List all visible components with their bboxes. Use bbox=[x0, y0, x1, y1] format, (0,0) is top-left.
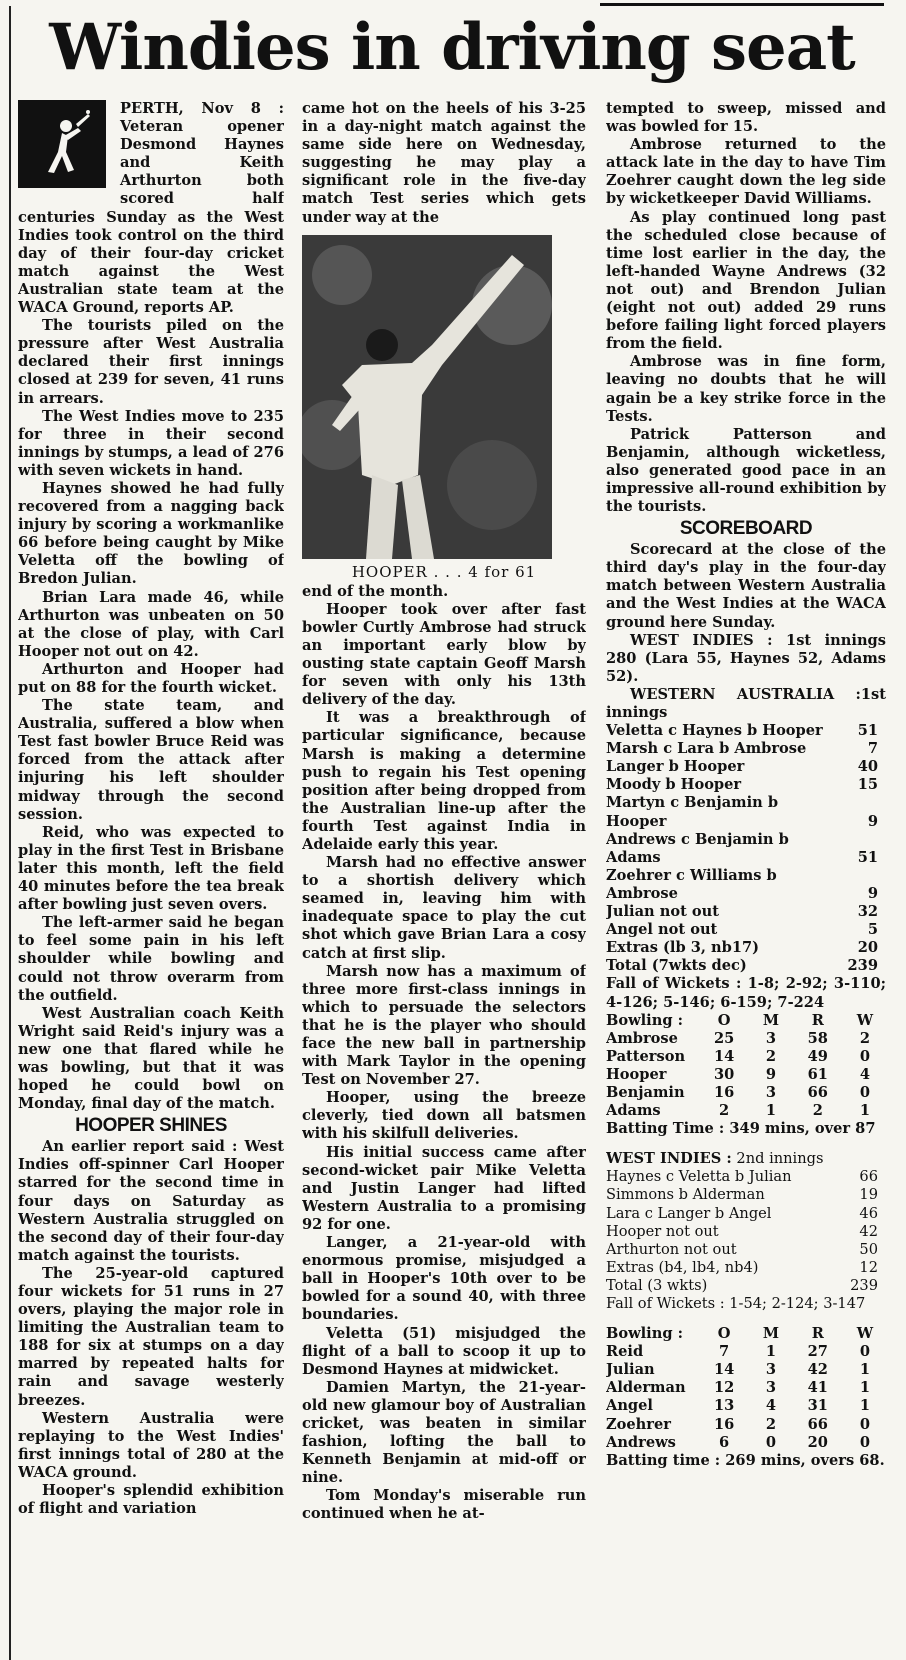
paragraph: Marsh had no effective answer to a shortish delivery which seamed in, leaving him with inadequate space to play the cut shot which gave Brian Lara a cosy catch at first slip. bbox=[302, 854, 586, 962]
batsman: Marsh c Lara b Ambrose bbox=[606, 740, 807, 758]
runs: 32 bbox=[857, 903, 878, 921]
paragraph: West Australian coach Keith Wright said Reid's injury was a new one that flared while he was bowling, but that it was hoped he could bowl on Monday, final day of the match. bbox=[18, 1004, 284, 1113]
wickets: 0 bbox=[859, 1047, 871, 1065]
bowler: Alderman bbox=[606, 1379, 686, 1397]
western-australia-first-innings bbox=[606, 686, 886, 722]
paragraph: Hooper, using the breeze cleverly, tied down all batsmen with his skilfull deliveries. bbox=[302, 1089, 586, 1143]
west-indies-first-innings bbox=[606, 632, 886, 686]
innings-summary: : 1st innings 280 (Lara 55, Haynes 52, Adams 52). bbox=[606, 631, 886, 685]
paragraph: The 25-year-old captured four wickets for 51 runs in 27 overs, playing the major role in limiting the Australian team to 188 for six at stumps on a day marred by repeated halts for rain and savage westerly breezes. bbox=[18, 1264, 284, 1409]
col-wickets: W bbox=[856, 1325, 874, 1343]
paragraph: The West Indies move to 235 for three in their second innings by stumps, a lead of 276 with seven wickets in hand. bbox=[18, 407, 284, 479]
bowling-row bbox=[606, 1434, 886, 1452]
bowling-label: Bowling : bbox=[606, 1325, 684, 1343]
total: Total (7wkts dec) bbox=[606, 957, 747, 975]
maidens: 1 bbox=[765, 1102, 777, 1120]
col-overs: O bbox=[717, 1325, 731, 1343]
overs: 2 bbox=[719, 1102, 730, 1120]
runs: 15 bbox=[857, 776, 878, 794]
paragraph: Brian Lara made 46, while Arthurton was unbeaten on 50 at the close of play, with Carl Hooper not out on 42. bbox=[18, 588, 284, 660]
bowling-table bbox=[606, 1325, 886, 1452]
bowler: Zoehrer bbox=[606, 1415, 671, 1433]
batting-row bbox=[606, 1241, 886, 1259]
batsman: Julian not out bbox=[606, 903, 720, 921]
overs: 12 bbox=[713, 1379, 735, 1397]
batting-row bbox=[606, 1223, 886, 1241]
photo-caption: HOOPER . . . 4 for 61 bbox=[351, 562, 537, 581]
runs: 58 bbox=[807, 1029, 828, 1047]
runs: 66 bbox=[807, 1083, 828, 1101]
runs: 12 bbox=[859, 1258, 878, 1276]
paragraph: Marsh now has a maximum of three more first-class innings in which to persuade the selectors that he is the player who should face the new ball in partnership with Mark Taylor in the opening Test on November 27. bbox=[302, 962, 586, 1089]
maidens: 3 bbox=[765, 1083, 777, 1101]
subheading: HOOPER SHINES bbox=[75, 1115, 227, 1137]
batsman: Haynes c Veletta b Julian bbox=[606, 1168, 792, 1186]
bowling-row bbox=[606, 1084, 886, 1102]
maidens: 3 bbox=[765, 1361, 777, 1379]
fall-of-wickets: Fall of Wickets : 1-54; 2-124; 3-147 bbox=[606, 1295, 866, 1312]
bowler: Angel bbox=[606, 1397, 653, 1415]
overs: 25 bbox=[713, 1029, 735, 1047]
bowling-label: Bowling : bbox=[606, 1011, 684, 1029]
article-column-1 bbox=[18, 100, 284, 1660]
total: Total (3 wkts) bbox=[606, 1276, 708, 1294]
batsman: Arthurton not out bbox=[606, 1240, 737, 1258]
bowler: Andrews bbox=[606, 1433, 676, 1451]
runs: 42 bbox=[807, 1361, 828, 1379]
batting-row bbox=[606, 885, 886, 903]
maidens: 1 bbox=[765, 1343, 777, 1361]
scoreboard-heading: SCOREBOARD bbox=[679, 518, 813, 540]
team-label: WEST INDIES bbox=[630, 631, 754, 649]
bowler: Patterson bbox=[606, 1047, 686, 1065]
overs: 14 bbox=[713, 1361, 735, 1379]
paragraph: PERTH, Nov 8 : Veteran opener Desmond Haynes and Keith Arthurton both scored half centuries Sunday as the West Indies took control on the third day of their four-day cricket match against the West Australian state team at the WACA Ground, reports AP. bbox=[18, 100, 284, 317]
paragraph: Damien Martyn, the 21-year-old new glamour boy of Australian cricket, was beaten in similar fashion, lofting the ball to Kenneth Benjamin at mid-off or nine. bbox=[302, 1378, 586, 1487]
batsman: Simmons b Alderman bbox=[606, 1186, 765, 1204]
paragraph: Haynes showed he had fully recovered from a nagging back injury by scoring a workmanlike 66 before being caught by Mike Veletta off the bowling of Bredon Julian. bbox=[18, 479, 284, 588]
col-maidens: M bbox=[762, 1325, 780, 1343]
bowling-row bbox=[606, 1343, 886, 1361]
batsman: Ambrose bbox=[606, 884, 678, 902]
batting-row: Zoehrer c Williams b bbox=[606, 866, 777, 884]
bowler: Ambrose bbox=[606, 1029, 678, 1047]
spacer bbox=[606, 1313, 886, 1325]
left-rule bbox=[9, 6, 11, 1660]
overs: 7 bbox=[719, 1343, 730, 1361]
paragraph: Hooper's splendid exhibition of flight and variation bbox=[18, 1482, 284, 1518]
wickets: 2 bbox=[859, 1029, 871, 1047]
paragraph: Hooper took over after fast bowler Curtly Ambrose had struck an important early blow by ousting state captain Geoff Marsh for seven with only his 13th delivery of the day. bbox=[302, 600, 586, 709]
batting-row bbox=[606, 849, 886, 867]
innings-label: 1st innings bbox=[606, 685, 886, 721]
runs: 20 bbox=[857, 939, 878, 957]
batting-row bbox=[606, 813, 886, 831]
extras: Extras (lb 3, nb17) bbox=[606, 939, 760, 957]
bowler: Benjamin bbox=[606, 1083, 685, 1101]
batting-row bbox=[606, 1186, 886, 1204]
batsman: Hooper bbox=[606, 812, 667, 830]
overs: 16 bbox=[713, 1083, 735, 1101]
paragraph: As play continued long past the scheduled close because of time lost earlier in the day, the left-handed Wayne Andrews (32 not out) and Brendon Julian (eight not out) added 29 runs before failing light forced players from the field. bbox=[606, 208, 886, 353]
wickets: 0 bbox=[859, 1083, 871, 1101]
total-row bbox=[606, 957, 886, 975]
runs: 51 bbox=[857, 848, 878, 866]
maidens: 2 bbox=[765, 1047, 777, 1065]
innings-label: 2nd innings bbox=[731, 1150, 824, 1168]
batting-row bbox=[606, 903, 886, 921]
maidens: 0 bbox=[765, 1433, 777, 1451]
overs: 14 bbox=[713, 1047, 735, 1065]
player-photo bbox=[302, 235, 552, 559]
batsman: Veletta c Haynes b Hooper bbox=[606, 722, 823, 740]
bowling-table bbox=[606, 1012, 886, 1121]
west-indies-second-innings bbox=[606, 1150, 886, 1168]
paragraph: Langer, a 21-year-old with enormous promise, misjudged a ball in Hooper's 10th over to be bowled for a sound 40, with three boundaries. bbox=[302, 1234, 586, 1324]
team-label: WESTERN AUSTRALIA : bbox=[630, 685, 861, 703]
runs: 31 bbox=[807, 1397, 828, 1415]
bowling-row bbox=[606, 1102, 886, 1120]
maidens: 3 bbox=[765, 1379, 777, 1397]
batsman: Hooper not out bbox=[606, 1222, 719, 1240]
bowling-row bbox=[606, 1030, 886, 1048]
runs: 42 bbox=[859, 1222, 878, 1240]
paragraph: Tom Monday's miserable run continued when he at- bbox=[302, 1487, 586, 1523]
batting-row bbox=[606, 740, 886, 758]
batting-row bbox=[606, 921, 886, 939]
runs: 40 bbox=[857, 758, 878, 776]
overs: 16 bbox=[713, 1415, 735, 1433]
paragraph: The tourists piled on the pressure after West Australia declared their first innings closed at 239 for seven, 41 runs in arrears. bbox=[18, 317, 284, 407]
runs: 239 bbox=[847, 957, 878, 975]
runs: 9 bbox=[867, 812, 878, 830]
bowler: Hooper bbox=[606, 1065, 667, 1083]
wickets: 0 bbox=[859, 1415, 871, 1433]
bowler: Adams bbox=[606, 1102, 661, 1120]
col-overs: O bbox=[717, 1011, 731, 1029]
spacer bbox=[606, 1138, 886, 1150]
batting-time: Batting time : 269 mins, overs 68. bbox=[606, 1451, 885, 1469]
runs: 66 bbox=[859, 1168, 878, 1186]
extras-row bbox=[606, 939, 886, 957]
paragraph: Veletta (51) misjudged the flight of a ball to scoop it up to Desmond Haynes at midwicket. bbox=[302, 1324, 586, 1378]
wickets: 4 bbox=[859, 1065, 871, 1083]
runs: 7 bbox=[867, 740, 878, 758]
batsman: Angel not out bbox=[606, 921, 718, 939]
batting-row: Martyn c Benjamin b bbox=[606, 794, 779, 812]
maidens: 9 bbox=[765, 1065, 777, 1083]
paragraph: Patrick Patterson and Benjamin, although wicketless, also generated good pace in an impressive all-round exhibition by the tourists. bbox=[606, 425, 886, 516]
runs: 61 bbox=[807, 1065, 828, 1083]
runs: 41 bbox=[807, 1379, 828, 1397]
runs: 46 bbox=[859, 1204, 878, 1222]
paragraph: Ambrose returned to the attack late in the day to have Tim Zoehrer caught down the leg side by wicketkeeper David Williams. bbox=[606, 136, 886, 208]
paragraph: An earlier report said : West Indies off-spinner Carl Hooper starred for the second time in four days on Saturday as Western Australia struggled on the second day of their four-day match against the tourists. bbox=[18, 1138, 284, 1264]
overs: 30 bbox=[713, 1065, 735, 1083]
wickets: 1 bbox=[859, 1397, 871, 1415]
batsman: Moody b Hooper bbox=[606, 776, 742, 794]
col-runs: R bbox=[811, 1325, 824, 1343]
bowling-row bbox=[606, 1048, 886, 1066]
batting-row: Andrews c Benjamin b bbox=[606, 830, 789, 848]
wickets: 0 bbox=[859, 1433, 871, 1451]
paragraph: Western Australia were replaying to the West Indies' first innings total of 280 at the WACA ground. bbox=[18, 1409, 284, 1481]
batsman: Adams bbox=[606, 848, 661, 866]
bowling-row bbox=[606, 1416, 886, 1434]
wickets: 0 bbox=[859, 1343, 871, 1361]
paragraph: end of the month. bbox=[302, 582, 449, 600]
paragraph: Scorecard at the close of the third day's play in the four-day match between Western Australia and the West Indies at the WACA ground here Sunday. bbox=[606, 541, 886, 631]
wickets: 1 bbox=[859, 1361, 871, 1379]
bowler: Julian bbox=[606, 1361, 655, 1379]
paragraph: tempted to sweep, missed and was bowled for 15. bbox=[606, 100, 886, 136]
maidens: 4 bbox=[765, 1397, 777, 1415]
paragraph: It was a breakthrough of particular significance, because Marsh is making a determine push to regain his Test opening position after being dropped from the Australian line-up after the fourth Test against India in Adelaide early this year. bbox=[302, 709, 586, 853]
runs: 66 bbox=[807, 1415, 828, 1433]
col-runs: R bbox=[811, 1011, 824, 1029]
runs: 9 bbox=[867, 884, 878, 902]
runs: 51 bbox=[857, 722, 878, 740]
runs: 19 bbox=[859, 1186, 878, 1204]
headline: Windies in driving seat bbox=[49, 10, 855, 85]
runs: 49 bbox=[807, 1047, 828, 1065]
batting-row bbox=[606, 722, 886, 740]
extras-row bbox=[606, 1259, 886, 1277]
col-maidens: M bbox=[762, 1011, 780, 1029]
batting-time: Batting Time : 349 mins, over 87 bbox=[606, 1120, 876, 1138]
paragraph: His initial success came after second-wicket pair Mike Veletta and Justin Langer had lifted Western Australia to a promising 92 for one. bbox=[302, 1143, 586, 1233]
runs: 20 bbox=[807, 1433, 828, 1451]
team-label: WEST INDIES : bbox=[606, 1150, 732, 1168]
runs: 239 bbox=[850, 1276, 878, 1294]
runs: 2 bbox=[812, 1102, 823, 1120]
bowling-row bbox=[606, 1379, 886, 1397]
bowling-row bbox=[606, 1397, 886, 1415]
runs: 27 bbox=[807, 1343, 828, 1361]
paragraph: came hot on the heels of his 3-25 in a day-night match against the same side here on Wednesday, suggesting he may play a significant role in the five-day match Test series which gets under way at the bbox=[302, 100, 586, 226]
maidens: 2 bbox=[765, 1415, 777, 1433]
overs: 6 bbox=[719, 1433, 730, 1451]
wickets: 1 bbox=[859, 1379, 871, 1397]
batting-row bbox=[606, 1168, 886, 1186]
wickets: 1 bbox=[859, 1102, 871, 1120]
runs: 5 bbox=[867, 921, 878, 939]
paragraph: Reid, who was expected to play in the first Test in Brisbane later this month, left the field 40 minutes before the tea break after bowling just seven overs. bbox=[18, 823, 284, 914]
bowler: Reid bbox=[606, 1343, 644, 1361]
paragraph: Ambrose was in fine form, leaving no doubts that he will again be a key strike force in the Tests. bbox=[606, 353, 886, 425]
paragraph: Arthurton and Hooper had put on 88 for the fourth wicket. bbox=[18, 660, 284, 696]
batsman: Langer b Hooper bbox=[606, 758, 745, 776]
batsman: Lara c Langer b Angel bbox=[606, 1204, 772, 1222]
bowling-header bbox=[606, 1012, 886, 1030]
article-column-2 bbox=[302, 100, 586, 1660]
maidens: 3 bbox=[765, 1029, 777, 1047]
col-wickets: W bbox=[856, 1011, 874, 1029]
paragraph: The state team, and Australia, suffered a blow when Test fast bowler Bruce Reid was forced from the attack after injuring his left shoulder midway through the second session. bbox=[18, 697, 284, 823]
batting-row bbox=[606, 758, 886, 776]
bowling-row bbox=[606, 1361, 886, 1379]
paragraph: The left-armer said he began to feel some pain in his left shoulder while bowling and could not throw overarm from the outfield. bbox=[18, 914, 284, 1004]
article-column-3 bbox=[606, 100, 886, 1660]
overs: 13 bbox=[713, 1397, 735, 1415]
bowling-header bbox=[606, 1325, 886, 1343]
batting-row bbox=[606, 1205, 886, 1223]
runs: 50 bbox=[859, 1240, 878, 1258]
total-row bbox=[606, 1277, 886, 1295]
cricket-logo-icon bbox=[18, 100, 106, 188]
extras: Extras (b4, lb4, nb4) bbox=[606, 1258, 759, 1276]
bowling-row bbox=[606, 1066, 886, 1084]
batting-row bbox=[606, 776, 886, 794]
fall-of-wickets: Fall of Wickets : 1-8; 2-92; 3-110; 4-126; 5-146; 6-159; 7-224 bbox=[606, 975, 886, 1011]
